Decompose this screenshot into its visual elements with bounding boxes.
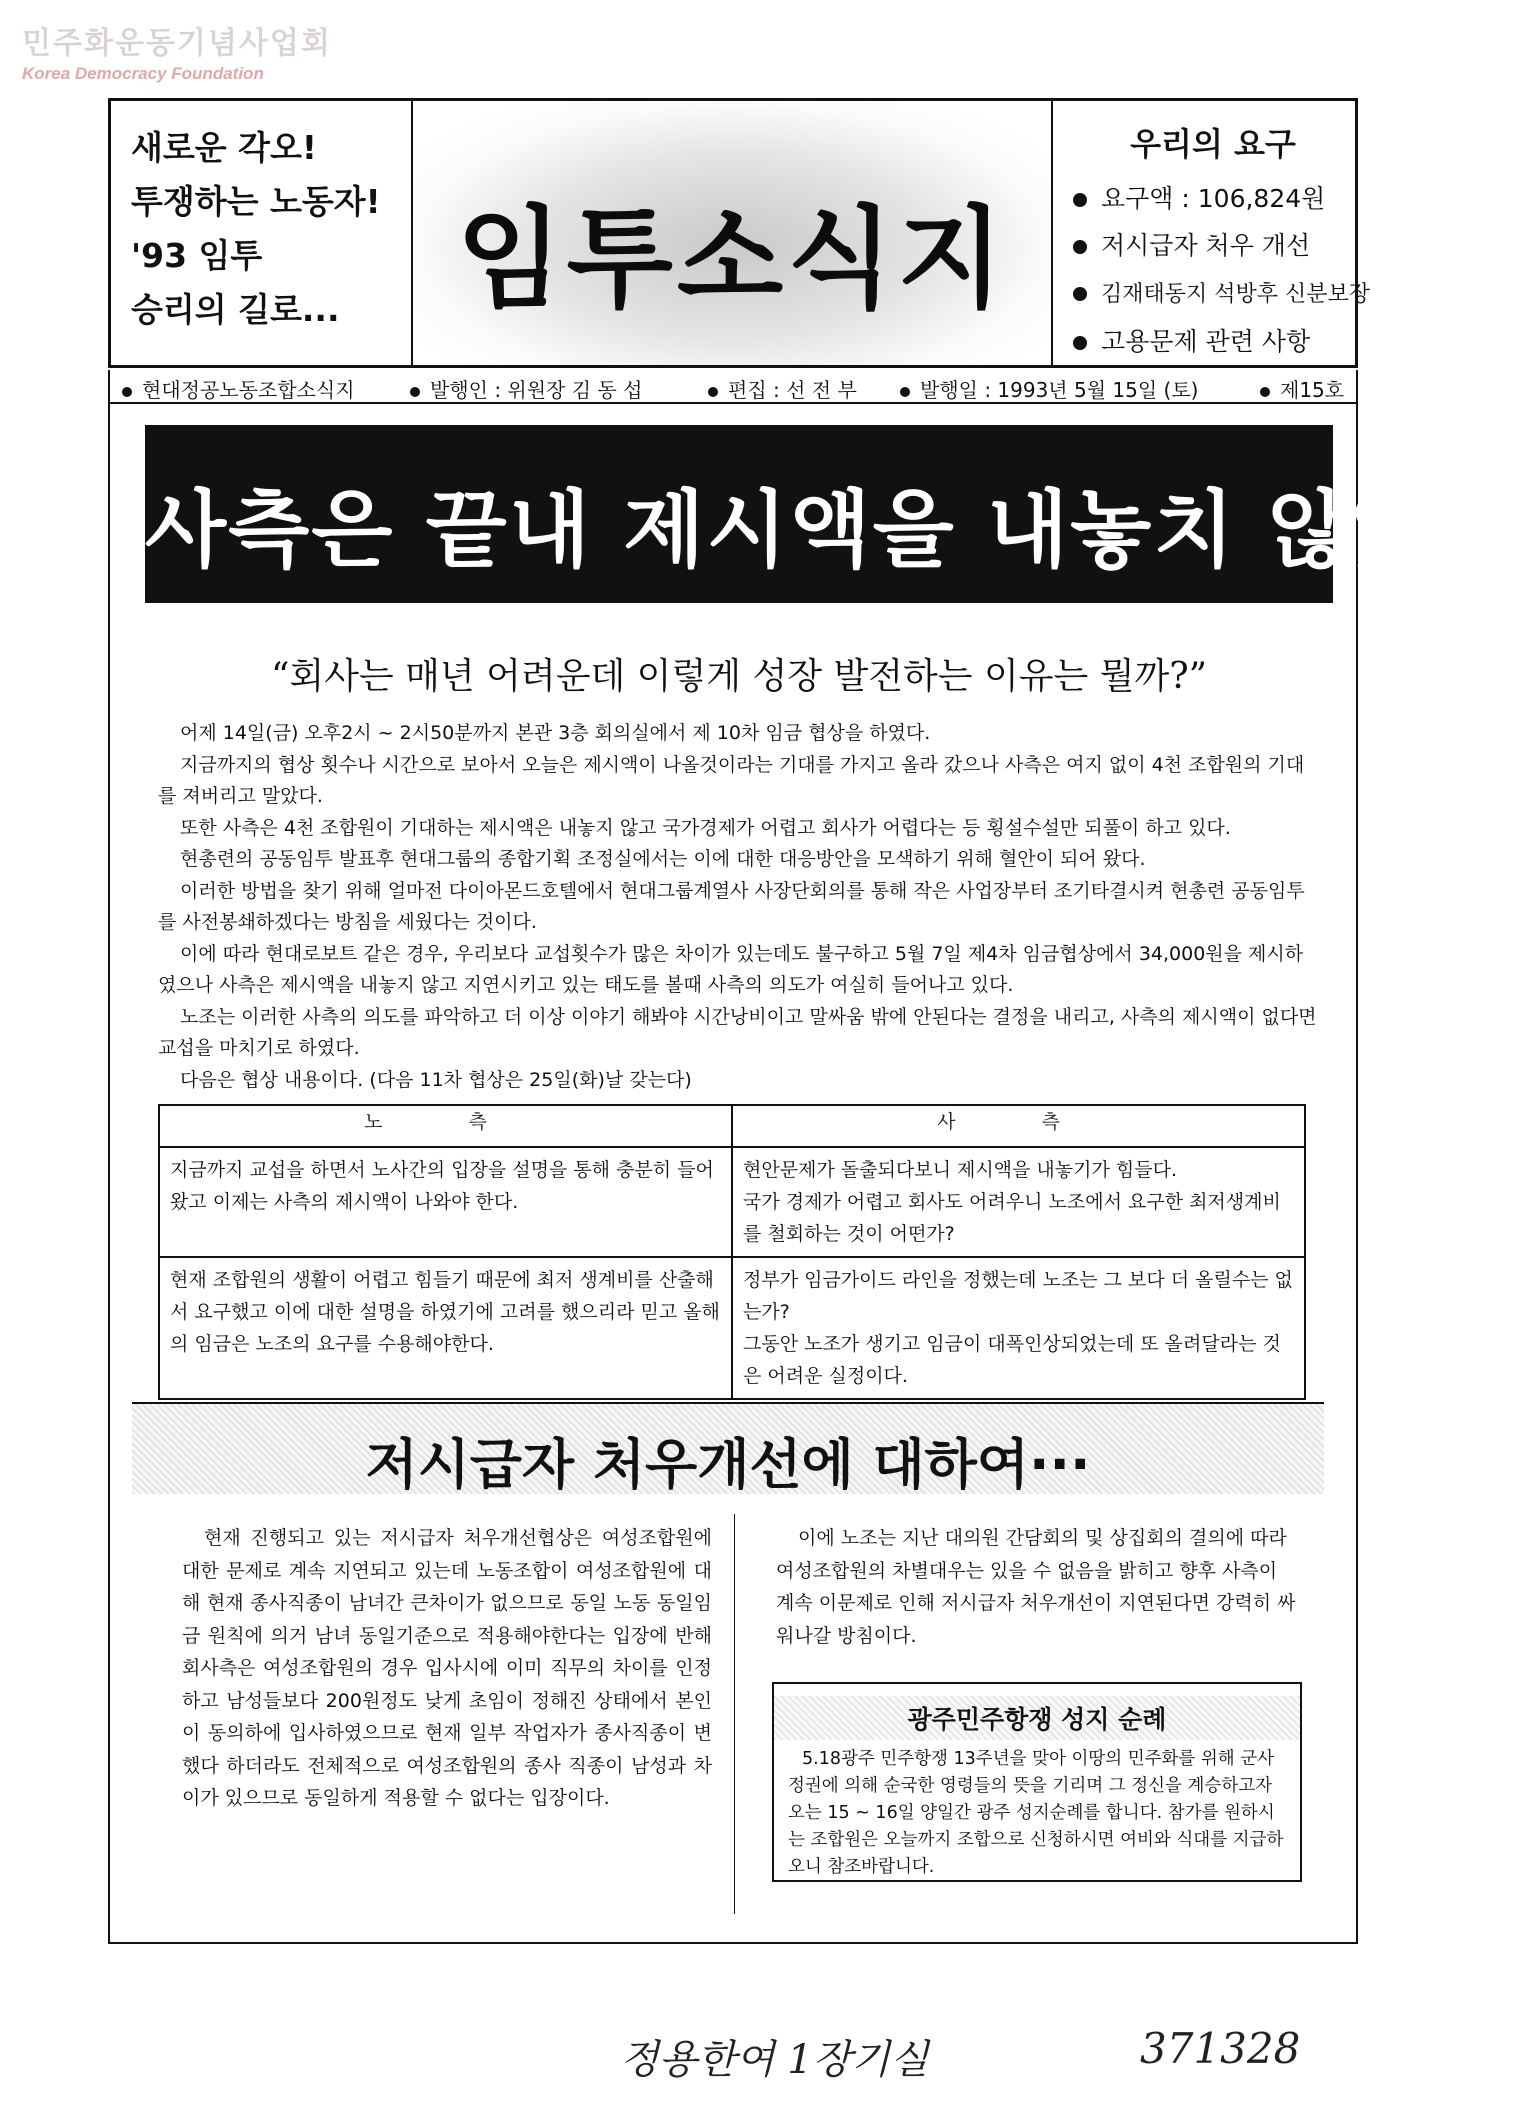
slogan-line: 승리의 길로... [131, 290, 340, 329]
table-cell-union [159, 1257, 732, 1399]
section2-title: 저시급자 처우개선에 대하여··· [365, 1433, 1091, 1496]
bullet-icon [1073, 336, 1087, 350]
gwangju-text [788, 1746, 1288, 1881]
handwritten-number: 371328 [1140, 2024, 1301, 2073]
info-text: 편집 : 선 전 부 [728, 378, 857, 402]
demand-item [1073, 318, 1358, 365]
gwangju-notice-box [772, 1682, 1302, 1882]
bullet-icon [1073, 287, 1087, 301]
slogan-line: 투쟁하는 노동자! [131, 182, 381, 221]
table-header-company: 사 측 [732, 1105, 1305, 1147]
demand-text: 김재태동지 석방후 신분보장 [1101, 282, 1371, 307]
slogan [131, 121, 431, 337]
table-row [159, 1257, 1305, 1399]
section2-banner [132, 1402, 1324, 1494]
article-paragraph: 어제 14일(금) 오후2시 ~ 2시50분까지 본관 3층 회의실에서 제 10차 임금 협상을 하였다. [180, 722, 931, 744]
info-publisher-org [122, 374, 355, 403]
section2-paragraph: 이에 노조는 지난 대의원 간담회의 및 상집회의 결의에 따라 여성조합원의 차별대우는 있을 수 없음을 밝히고 향후 사측이 계속 이문제로 인해 저시급자 처우개선이 지연된다면 강력히 싸워나갈 방침이다. [776, 1527, 1296, 1647]
article-paragraph: 이러한 방법을 찾기 위해 얼마전 다이아몬드호텔에서 현대그룹계열사 사장단회의를 통해 작은 사업장부터 조기타결시켜 현총련 공동임투를 사전봉쇄하겠다는 방침을 세웠다는 것이다. [158, 879, 1305, 933]
article-paragraph: 지금까지의 협상 횟수나 시간으로 보아서 오늘은 제시액이 나올것이라는 기대를 가지고 올라 갔으나 사측은 여지 없이 4천 조합원의 기대를 져버리고 말았다. [158, 753, 1305, 807]
gwangju-title: 광주민주항쟁 성지 순례 [774, 1696, 1300, 1740]
article-paragraph: 또한 사측은 4천 조합원이 기대하는 제시액은 내놓지 않고 국가경제가 어렵고 회사가 어렵다는 등 횡설수설만 되풀이 하고 있다. [180, 816, 1231, 839]
cell-text: 그동안 노조가 생기고 임금이 대폭인상되었는데 또 올려달라는 것은 어려운 실정이다. [743, 1333, 1281, 1387]
section2-left-column [182, 1522, 712, 1815]
bullet-icon [1260, 387, 1270, 397]
info-text: 발행일 : 1993년 5월 15일 (토) [920, 378, 1199, 402]
demand-item [1073, 175, 1358, 222]
column-divider [734, 1514, 735, 1914]
info-text: 발행인 : 위원장 김 동 섭 [430, 378, 643, 402]
demand-item [1073, 269, 1371, 318]
headline-banner [145, 425, 1517, 603]
cell-text: 현재 조합원의 생활이 어렵고 힘들기 때문에 최저 생계비를 산출해서 요구했고 이에 대한 설명을 하였기에 고려를 했으리라 믿고 올해의 임금은 노조의 요구를 수용해야한다. [170, 1269, 720, 1355]
table-cell-company [732, 1147, 1305, 1257]
cell-text: 정부가 임금가이드 라인을 정했는데 노조는 그 보다 더 올릴수는 없는가? [743, 1269, 1293, 1323]
bullet-icon [122, 387, 132, 397]
info-editor [708, 374, 857, 403]
bullet-icon [900, 387, 910, 397]
article-paragraph: 다음은 협상 내용이다. (다음 11차 협상은 25일(화)날 갖는다) [180, 1068, 692, 1091]
info-text: 현대정공노동조합소식지 [142, 378, 355, 402]
bullet-icon [1073, 240, 1087, 254]
section2-paragraph: 현재 진행되고 있는 저시급자 처우개선협상은 여성조합원에 대한 문제로 계속 지연되고 있는데 노동조합이 여성조합원에 대해 현재 종사직종이 남녀간 큰차이가 없으므로 동일 노동 동일임금 원칙에 의거 남녀 동일기준으로 적용해야한다는 입장에 반해 회사측은 여성조합원의 경우 입사시에 이미 직무의 차이를 인정하고 남성들보다 200원정도 낮게 초임이 정해진 상태에서 본인이 동의하에 입사하였으므로 현재 일부 작업자가 종사직종이 변했다 하더라도 전체적으로 여성조합원의 종사 직종이 남성과 차이가 있으므로 동일하게 적용할 수 없다는 입장이다. [182, 1527, 712, 1809]
table-header-row [159, 1105, 1305, 1147]
cell-text: 지금까지 교섭을 하면서 노사간의 입장을 설명을 통해 충분히 들어왔고 이제는 사측의 제시액이 나와야 한다. [170, 1159, 714, 1213]
demand-text: 요구액 : 106,824원 [1101, 184, 1326, 213]
bullet-icon [410, 387, 420, 397]
table-cell-company [732, 1257, 1305, 1399]
title-background [413, 101, 1051, 365]
paper-title: 임투소식지 [456, 195, 1008, 323]
table-cell-union [159, 1147, 732, 1257]
slogan-line: '93 임투 [131, 236, 263, 275]
article-paragraph: 현총련의 공동임투 발표후 현대그룹의 종합기획 조정실에서는 이에 대한 대응방안을 모색하기 위해 혈안이 되어 왔다. [180, 848, 1146, 870]
info-bar [108, 370, 1358, 404]
demand-text: 고용문제 관련 사항 [1101, 327, 1311, 356]
demand-text: 저시급자 처우 개선 [1101, 231, 1311, 260]
subheadline: “회사는 매년 어려운데 이렇게 성장 발전하는 이유는 뭘까?” [270, 656, 1208, 697]
masthead-divider [1051, 101, 1053, 365]
bullet-icon [1073, 193, 1087, 207]
info-issue [1260, 374, 1344, 403]
bullet-icon [708, 387, 718, 397]
cell-text: 현안문제가 돌출되다보니 제시액을 내놓기가 힘들다. [743, 1159, 1177, 1181]
info-date [900, 374, 1198, 403]
handwritten-note: 정용한여 1장기실 [620, 2037, 929, 2083]
info-issuer [410, 374, 642, 403]
info-text: 제15호 [1280, 378, 1345, 402]
masthead [108, 98, 1371, 368]
cell-text: 국가 경제가 어렵고 회사도 어려우니 노조에서 요구한 최저생계비를 철회하는 것이 어떤가? [743, 1191, 1281, 1245]
article-paragraph: 이에 따라 현대로보트 같은 경우, 우리보다 교섭횟수가 많은 차이가 있는데도 불구하고 5월 7일 제4차 임금협상에서 34,000원을 제시하였으나 사측은 제시액을 내놓지 않고 지연시키고 있는 태도를 볼때 사측의 의도가 여실히 들어나고 있다. [158, 942, 1304, 996]
headline: 사측은 끝내 제시액을 내놓치 않았다 [145, 481, 1517, 579]
watermark-english: Korea Democracy Foundation [22, 64, 264, 83]
section2-right-column [776, 1522, 1296, 1652]
negotiation-table [158, 1104, 1306, 1400]
article-paragraph: 노조는 이러한 사측의 의도를 파악하고 더 이상 이야기 해봐야 시간낭비이고 말싸움 밖에 안된다는 결정을 내리고, 사측의 제시액이 없다면 교섭을 마치기로 하였다. [158, 1005, 1317, 1059]
slogan-line: 새로운 각오! [131, 128, 317, 167]
table-header-union: 노 측 [159, 1105, 732, 1147]
table-row [159, 1147, 1305, 1257]
gwangju-paragraph: 5.18광주 민주항쟁 13주년을 맞아 이땅의 민주화를 위해 군사정권에 의해 순국한 영령들의 뜻을 기리며 그 정신을 계승하고자 오는 15 ~ 16일 양일간 광주 성지순례를 합니다. 참가를 원하시는 조합원은 오늘까지 조합으로 신청하시면 여비와 식대를 지급하오니 참조바랍니다. [788, 1749, 1284, 1877]
demand-item [1073, 222, 1358, 269]
watermark-korean: 민주화운동기념사업회 [22, 26, 332, 61]
demands-title: 우리의 요구 [1130, 125, 1296, 163]
demands-list [1073, 175, 1371, 365]
article-body [158, 718, 1320, 1096]
